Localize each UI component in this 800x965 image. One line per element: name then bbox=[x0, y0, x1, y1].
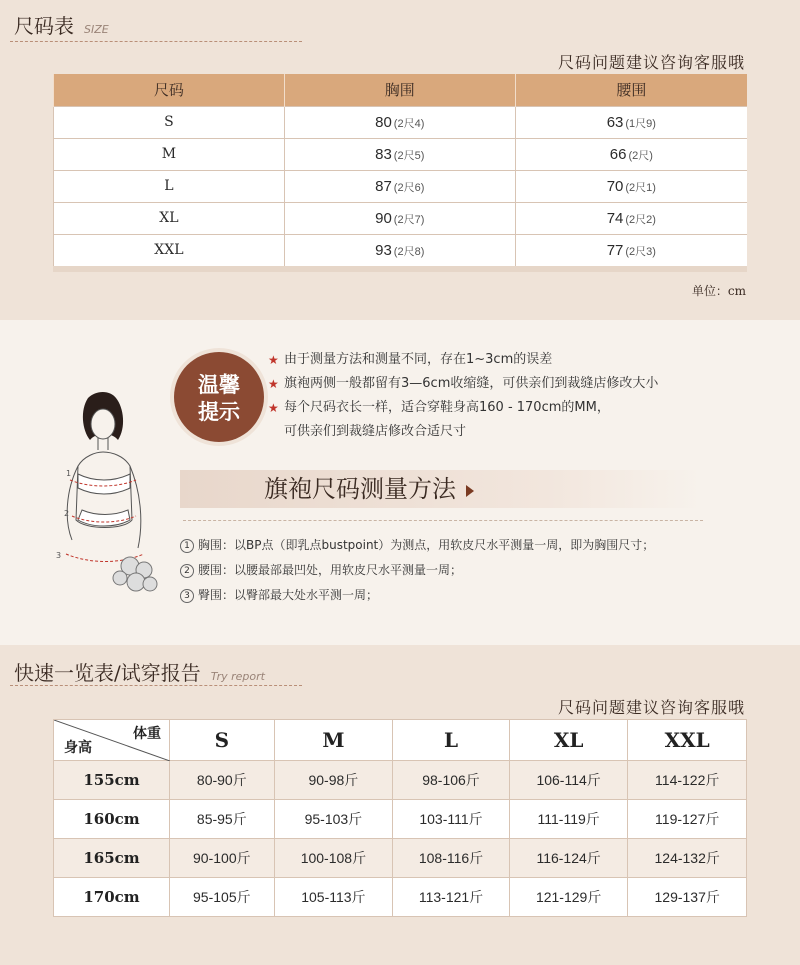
waist-value: 70 bbox=[606, 177, 624, 195]
weight-cell: 95-105斤 bbox=[170, 878, 275, 917]
waist-chi: (2尺3) bbox=[625, 245, 656, 258]
waist-chi: (2尺2) bbox=[625, 213, 656, 226]
chest-cell bbox=[284, 170, 515, 202]
list-item bbox=[180, 558, 654, 583]
weight-cell: 105-113斤 bbox=[274, 878, 393, 917]
chest-value: 80 bbox=[375, 113, 392, 131]
waist-cell bbox=[515, 234, 747, 266]
chest-cell bbox=[284, 202, 515, 234]
weight-cell: 111-119斤 bbox=[509, 800, 628, 839]
corner-weight-label: 体重 bbox=[133, 726, 161, 742]
size-header: L bbox=[393, 720, 510, 761]
corner-height-label: 身高 bbox=[64, 740, 92, 756]
chest-cell bbox=[284, 138, 515, 170]
size-chart-subtitle: SIZE bbox=[84, 23, 109, 36]
tip-text: 旗袍两侧一般都留有3—6cm收缩缝，可供亲们到裁缝店修改大小 bbox=[284, 376, 659, 391]
size-cell: M bbox=[54, 138, 285, 170]
size-cell: S bbox=[54, 106, 285, 138]
table-row bbox=[54, 202, 748, 234]
table-bottom-border bbox=[53, 266, 747, 272]
weight-cell: 85-95斤 bbox=[170, 800, 275, 839]
chest-chi: (2尺8) bbox=[393, 245, 425, 258]
circled-number-icon: 3 bbox=[180, 589, 194, 603]
size-cell: XXL bbox=[54, 234, 285, 266]
figure-mark-3: 3 bbox=[56, 551, 62, 560]
table-row bbox=[54, 839, 747, 878]
waist-value: 63 bbox=[606, 113, 624, 131]
chest-value: 87 bbox=[375, 177, 392, 195]
badge-line-2: 提示 bbox=[198, 399, 240, 424]
weight-cell: 100-108斤 bbox=[274, 839, 393, 878]
weight-cell: 124-132斤 bbox=[628, 839, 747, 878]
size-chart-title bbox=[14, 10, 109, 39]
quick-ref-subtitle: Try report bbox=[210, 670, 265, 683]
weight-cell: 119-127斤 bbox=[628, 800, 747, 839]
weight-cell: 98-106斤 bbox=[393, 761, 510, 800]
weight-cell: 129-137斤 bbox=[628, 878, 747, 917]
method-text: 腰围：以腰最部最凹处，用软皮尺水平测量一周； bbox=[198, 563, 463, 577]
chest-value: 93 bbox=[375, 241, 392, 259]
figure-illustration-icon bbox=[40, 370, 160, 600]
weight-cell: 121-129斤 bbox=[509, 878, 628, 917]
unit-label: 单位：cm bbox=[691, 284, 746, 298]
header-chest: 胸围 bbox=[284, 74, 515, 106]
waist-value: 77 bbox=[606, 241, 624, 259]
size-cell: L bbox=[54, 170, 285, 202]
table-row bbox=[54, 234, 748, 266]
star-icon: ★ bbox=[268, 353, 279, 367]
table-row bbox=[54, 878, 747, 917]
star-icon: ★ bbox=[268, 377, 279, 391]
waist-value: 74 bbox=[606, 209, 624, 227]
list-item bbox=[268, 348, 658, 372]
height-cell: 165cm bbox=[54, 839, 170, 878]
weight-cell: 116-124斤 bbox=[509, 839, 628, 878]
header-waist: 腰围 bbox=[515, 74, 747, 106]
waist-value: 66 bbox=[609, 145, 627, 163]
waist-cell bbox=[515, 170, 747, 202]
weight-cell: 106-114斤 bbox=[509, 761, 628, 800]
size-table-header bbox=[54, 74, 748, 106]
chest-chi: (2尺6) bbox=[393, 181, 425, 194]
banner-divider bbox=[183, 520, 703, 521]
chest-chi: (2尺4) bbox=[393, 117, 425, 130]
weight-height-table bbox=[53, 719, 747, 917]
weight-cell: 113-121斤 bbox=[393, 878, 510, 917]
circled-number-icon: 1 bbox=[180, 539, 194, 553]
chest-value: 90 bbox=[375, 209, 392, 227]
waist-chi: (2尺1) bbox=[625, 181, 656, 194]
method-text: 臀围：以臀部最大处水平测一周； bbox=[198, 588, 379, 602]
chest-value: 83 bbox=[375, 145, 392, 163]
consult-note: 尺码问题建议咨询客服哦 bbox=[557, 698, 745, 717]
badge-line-1: 温馨 bbox=[198, 372, 240, 397]
size-chart-section bbox=[0, 0, 800, 320]
table-row bbox=[54, 170, 748, 202]
chest-chi: (2尺5) bbox=[393, 149, 425, 162]
weight-table-header bbox=[54, 720, 747, 761]
quick-ref-title-text: 快速一览表/试穿报告 bbox=[14, 661, 201, 685]
play-arrow-icon bbox=[466, 485, 474, 497]
height-cell: 155cm bbox=[54, 761, 170, 800]
table-row bbox=[54, 800, 747, 839]
weight-cell: 80-90斤 bbox=[170, 761, 275, 800]
quick-reference-section bbox=[0, 645, 800, 965]
banner-title: 旗袍尺码测量方法 bbox=[264, 475, 456, 503]
height-cell: 170cm bbox=[54, 878, 170, 917]
consult-note: 尺码问题建议咨询客服哦 bbox=[557, 53, 745, 72]
waist-cell bbox=[515, 138, 747, 170]
table-row bbox=[54, 761, 747, 800]
size-chart-title-text: 尺码表 bbox=[14, 14, 74, 38]
methods-list bbox=[180, 533, 654, 608]
waist-chi: (1尺9) bbox=[625, 117, 656, 130]
list-item bbox=[180, 533, 654, 558]
chest-cell bbox=[284, 106, 515, 138]
title-divider bbox=[10, 41, 302, 42]
weight-cell: 90-98斤 bbox=[274, 761, 393, 800]
waist-cell bbox=[515, 202, 747, 234]
weight-cell: 95-103斤 bbox=[274, 800, 393, 839]
tip-text: 由于测量方法和测量不同，存在1~3cm的误差 bbox=[284, 352, 553, 367]
size-header: S bbox=[170, 720, 275, 761]
list-item bbox=[268, 372, 658, 396]
corner-header bbox=[54, 720, 170, 761]
table-row bbox=[54, 138, 748, 170]
size-header: XL bbox=[509, 720, 628, 761]
size-table bbox=[53, 74, 747, 266]
tips-section bbox=[0, 320, 800, 645]
size-header: XXL bbox=[628, 720, 747, 761]
size-cell: XL bbox=[54, 202, 285, 234]
tip-text: 每个尺码衣长一样，适合穿鞋身高160 - 170cm的MM， bbox=[284, 400, 610, 415]
warm-tip-badge bbox=[174, 352, 264, 442]
tips-list bbox=[268, 348, 658, 444]
list-item bbox=[268, 396, 658, 444]
title-divider bbox=[10, 685, 302, 686]
star-icon: ★ bbox=[268, 401, 279, 415]
weight-cell: 108-116斤 bbox=[393, 839, 510, 878]
weight-cell: 90-100斤 bbox=[170, 839, 275, 878]
quick-ref-title bbox=[14, 657, 265, 686]
figure-mark-2: 2 bbox=[64, 509, 70, 518]
figure-mark-1: 1 bbox=[66, 469, 72, 478]
list-item bbox=[180, 583, 654, 608]
header-size: 尺码 bbox=[54, 74, 285, 106]
size-header: M bbox=[274, 720, 393, 761]
chest-chi: (2尺7) bbox=[393, 213, 425, 226]
circled-number-icon: 2 bbox=[180, 564, 194, 578]
waist-chi: (2尺) bbox=[628, 149, 653, 162]
weight-cell: 114-122斤 bbox=[628, 761, 747, 800]
weight-cell: 103-111斤 bbox=[393, 800, 510, 839]
method-text: 胸围：以BP点（即乳点bustpoint）为测点，用软皮尺水平测量一周，即为胸围尺寸； bbox=[198, 538, 655, 552]
chest-cell bbox=[284, 234, 515, 266]
waist-cell bbox=[515, 106, 747, 138]
measure-method-banner bbox=[180, 470, 702, 508]
height-cell: 160cm bbox=[54, 800, 170, 839]
tip-text-continued: 可供亲们到裁缝店修改合适尺寸 bbox=[284, 424, 467, 439]
table-row bbox=[54, 106, 748, 138]
